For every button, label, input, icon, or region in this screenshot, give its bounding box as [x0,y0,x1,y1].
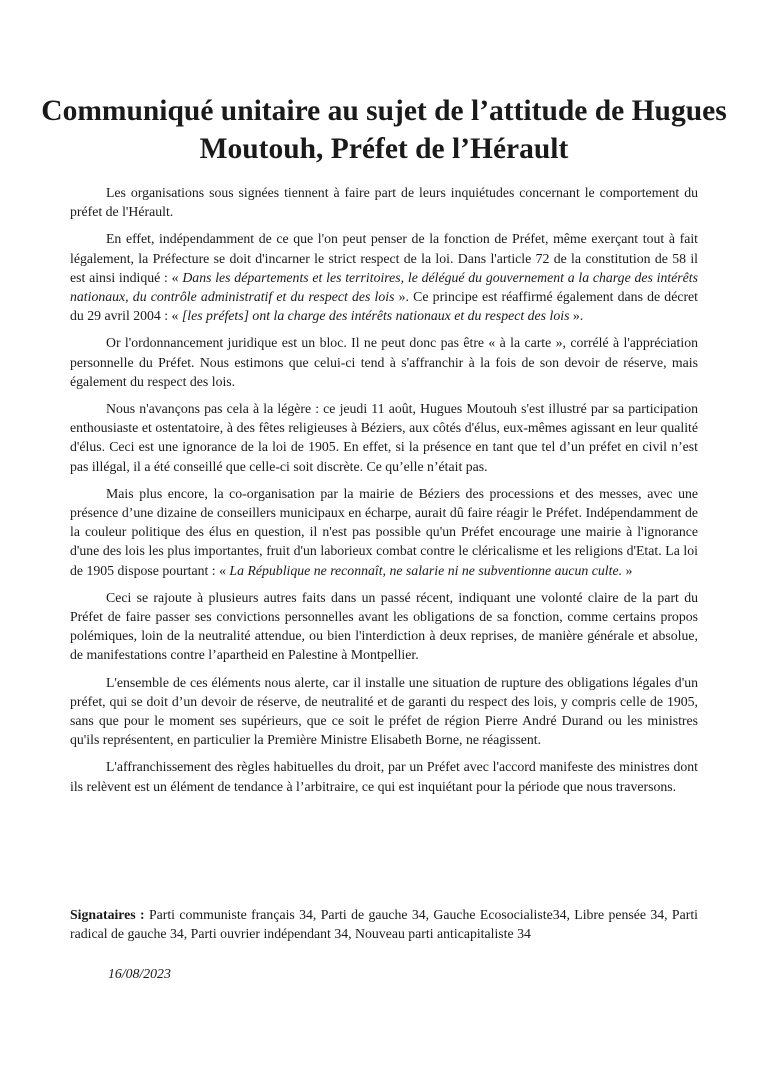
paragraph-5 [70,484,698,580]
paragraph-2-text-e: ». [569,308,584,324]
paragraph-8: L'affranchissement des règles habituelles du droit, par un Préfet avec l'accord manifeste des ministres dont ils relèvent est un élément de tendance à l’arbitraire, ce qui est inquiétant pour la période que nous traversons. [70,759,698,794]
document-body [70,183,698,804]
signatories-list: Parti communiste français 34, Parti de gauche 34, Gauche Ecosocialiste34, Libre pensée 34, Parti radical de gauche 34, Parti ouvrier indépendant 34, Nouveau parti anticapitaliste 34 [70,907,698,942]
document-title: Communiqué unitaire au sujet de l’attitude de Hugues Moutouh, Préfet de l’Hérault [41,95,727,165]
paragraph-1: Les organisations sous signées tiennent à faire part de leurs inquiétudes concernant le comportement du préfet de l'Hérault. [70,185,698,220]
signatories-label: Signataires : [70,907,145,922]
constitution-quote: Dans les départements et les territoires, le délégué du gouvernement a la charge des intérêts nationaux, du contrôle administratif et du respect des lois [70,269,698,305]
paragraph-5-text-a: Mais plus encore, la co-organisation par la mairie de Béziers des processions et des messes, avec une présence d’une dizaine de conseillers municipaux en écharpe, aurait dû faire réagir le Préfet. Indépendamment de la couleur politique des élus en question, il n'est pas possible qu'un Préfet encourage une mairie à l'ignorance d'une des lois les plus importantes, fruit d'un laborieux combat contre le cléricalisme et les religions d'Etat. La loi de 1905 dispose pourtant : « [70,485,698,578]
paragraph-3: Or l'ordonnancement juridique est un bloc. Il ne peut donc pas être « à la carte », corrélé à l'appréciation personnelle du Préfet. Nous estimons que celui-ci tend à s'affranchir à la fois de son devoir de réserve, mais également du respect des lois. [70,335,698,389]
paragraph-7: L'ensemble de ces éléments nous alerte, car il installe une situation de rupture des obligations légales d'un préfet, qui se doit d’un devoir de réserve, de neutralité et de garanti du respect des lois, y compris celle de 1905, sans que pour le moment ses supérieurs, que ce soit le préfet de région Pierre André Durand ou les ministres qu'ils représentent, en particulier la Première Ministre Elisabeth Borne, ne réagissent. [70,674,698,748]
paragraph-2-text-c: ». Ce principe est réaffirmé également dans de décret du 29 avril 2004 : « [70,289,698,324]
decree-quote: [les préfets] ont la charge des intérêts nationaux et du respect des lois [181,308,570,324]
paragraph-2 [70,229,698,325]
signatories [70,905,698,943]
paragraph-4: Nous n'avançons pas cela à la légère : ce jeudi 11 août, Hugues Moutouh s'est illustré par sa participation enthousiaste et ostentatoire, à des fêtes religieuses à Béziers, aux côtés d'élus, eux-mêmes agissant en leur qualité d'élus. Ceci est une ignorance de la loi de 1905. En effet, si la présence en tant que tel d’un préfet en civil n’est pas illégal, il a été conseillé que celle-ci soit discrète. Ce qu’elle n’était pas. [70,401,698,474]
paragraph-2-text-a: En effet, indépendamment de ce que l'on peut penser de la fonction de Préfet, même exerçant tout à fait légalement, la Préfecture se doit d'incarner le strict respect de la loi. Dans l'article 72 de la constitution de 58 il est ainsi indiqué : « [70,231,698,285]
paragraph-5-text-c: » [622,562,633,578]
law-1905-quote: La République ne reconnaît, ne salarie ni ne subventionne aucun culte. [229,562,623,578]
paragraph-6: Ceci se rajoute à plusieurs autres faits dans un passé récent, indiquant une volonté claire de la part du Préfet de faire passer ses convictions personnelles avant les obligations de sa fonction, comme certains propos polémiques, loin de la neutralité attendue, ou bien l'interdiction à deux reprises, de manière générale et absolue, de manifestations contre l’apartheid en Palestine à Montpellier. [70,589,698,663]
document-date: 16/08/2023 [108,966,171,981]
